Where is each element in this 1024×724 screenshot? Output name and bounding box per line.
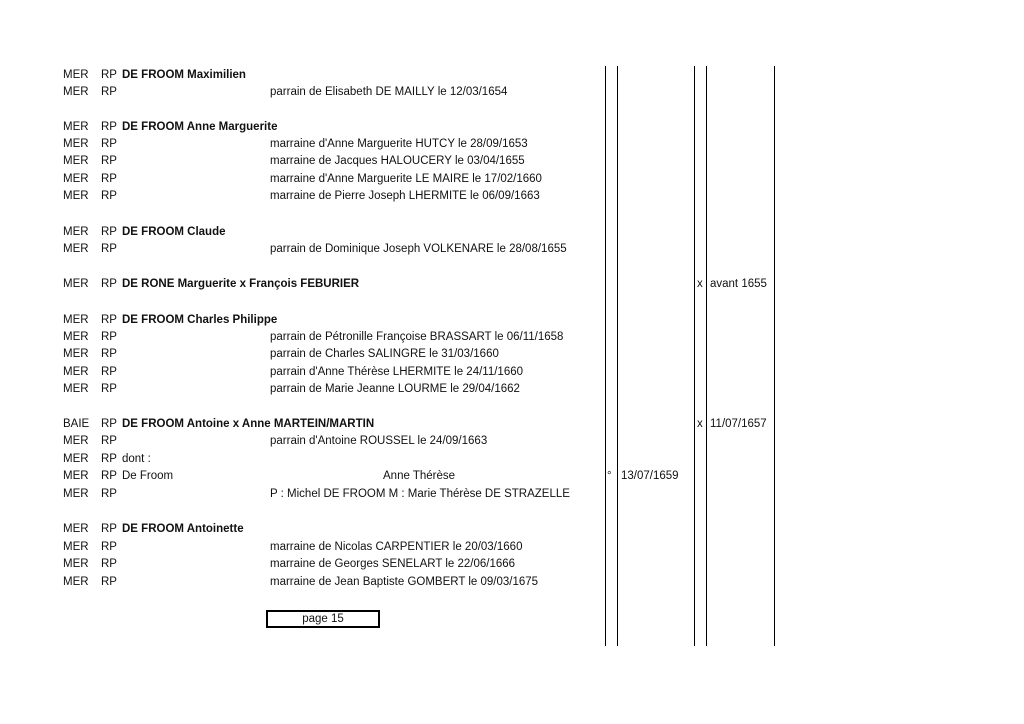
page-number-box	[266, 610, 380, 628]
marriage-date: avant 1655	[710, 278, 767, 290]
place-code: MER	[63, 314, 89, 326]
place-code: MER	[63, 348, 89, 360]
register-row	[0, 574, 1024, 591]
birth-mark: °	[607, 470, 612, 482]
place-code: MER	[63, 190, 89, 202]
register-row	[0, 312, 1024, 329]
record-code: RP	[101, 348, 117, 360]
register-row	[0, 346, 1024, 363]
baptism-detail: parrain d'Anne Thérèse LHERMITE le 24/11/1660	[270, 366, 523, 378]
register-row	[0, 241, 1024, 258]
person-name: De Froom	[122, 470, 174, 482]
record-code: RP	[101, 173, 117, 185]
place-code: MER	[63, 278, 89, 290]
baptism-detail: parrain de Dominique Joseph VOLKENARE le 28/08/1655	[270, 243, 567, 255]
record-code: RP	[101, 278, 117, 290]
person-name: dont :	[122, 453, 151, 465]
record-code: RP	[101, 138, 117, 150]
register-row	[0, 451, 1024, 468]
register-row	[0, 486, 1024, 503]
record-code: RP	[101, 523, 117, 535]
record-code: RP	[101, 121, 117, 133]
record-code: RP	[101, 558, 117, 570]
place-code: MER	[63, 366, 89, 378]
place-code: BAIE	[63, 418, 90, 430]
place-code: MER	[63, 226, 89, 238]
record-code: RP	[101, 86, 117, 98]
register-row	[0, 556, 1024, 573]
record-code: RP	[101, 243, 117, 255]
baptism-detail: marraine de Jacques HALOUCERY le 03/04/1655	[270, 155, 525, 167]
baptism-detail: parrain d'Antoine ROUSSEL le 24/09/1663	[270, 435, 488, 447]
record-code: RP	[101, 190, 117, 202]
baptism-detail: marraine de Georges SENELART le 22/06/1666	[270, 558, 516, 570]
record-code: RP	[101, 576, 117, 588]
birth-date: 13/07/1659	[621, 470, 679, 482]
person-name: DE RONE Marguerite x François FEBURIER	[122, 278, 360, 290]
register-row	[0, 539, 1024, 556]
record-code: RP	[101, 470, 117, 482]
register-row	[0, 433, 1024, 450]
place-code: MER	[63, 576, 89, 588]
baptism-detail: marraine d'Anne Marguerite HUTCY le 28/09/1653	[270, 138, 528, 150]
person-name: DE FROOM Maximilien	[122, 69, 246, 81]
record-code: RP	[101, 418, 117, 430]
place-code: MER	[63, 138, 89, 150]
person-name: DE FROOM Anne Marguerite	[122, 121, 278, 133]
record-code: RP	[101, 331, 117, 343]
place-code: MER	[63, 121, 89, 133]
register-row	[0, 224, 1024, 241]
baptism-detail: parrain de Elisabeth DE MAILLY le 12/03/1654	[270, 86, 508, 98]
place-code: MER	[63, 86, 89, 98]
register-row	[0, 188, 1024, 205]
page-number: page 15	[302, 613, 344, 625]
baptism-detail: marraine de Pierre Joseph LHERMITE le 06/09/1663	[270, 190, 540, 202]
place-code: MER	[63, 331, 89, 343]
place-code: MER	[63, 243, 89, 255]
register-row	[0, 276, 1024, 293]
baptism-detail: parrain de Marie Jeanne LOURME le 29/04/1662	[270, 383, 520, 395]
baptism-detail: P : Michel DE FROOM M : Marie Thérèse DE STRAZELLE	[270, 488, 570, 500]
marriage-mark: x	[697, 418, 703, 430]
place-code: MER	[63, 558, 89, 570]
register-row	[0, 67, 1024, 84]
baptism-detail: marraine de Nicolas CARPENTIER le 20/03/1660	[270, 541, 523, 553]
place-code: MER	[63, 69, 89, 81]
person-name: DE FROOM Claude	[122, 226, 226, 238]
record-code: RP	[101, 155, 117, 167]
record-code: RP	[101, 383, 117, 395]
baptism-detail: marraine d'Anne Marguerite LE MAIRE le 17/02/1660	[270, 173, 542, 185]
place-code: MER	[63, 173, 89, 185]
marriage-date: 11/07/1657	[710, 418, 767, 430]
register-row	[0, 136, 1024, 153]
record-code: RP	[101, 226, 117, 238]
register-row	[0, 84, 1024, 101]
place-code: MER	[63, 488, 89, 500]
baptism-detail: parrain de Charles SALINGRE le 31/03/1660	[270, 348, 499, 360]
register-row	[0, 521, 1024, 538]
place-code: MER	[63, 155, 89, 167]
person-name: DE FROOM Antoine x Anne MARTEIN/MARTIN	[122, 418, 375, 430]
person-name: DE FROOM Antoinette	[122, 523, 244, 535]
record-code: RP	[101, 69, 117, 81]
register-row	[0, 119, 1024, 136]
marriage-mark: x	[697, 278, 703, 290]
register-row	[0, 364, 1024, 381]
register-row	[0, 416, 1024, 433]
record-code: RP	[101, 488, 117, 500]
register-row	[0, 153, 1024, 170]
place-code: MER	[63, 383, 89, 395]
register-row	[0, 171, 1024, 188]
place-code: MER	[63, 453, 89, 465]
record-code: RP	[101, 453, 117, 465]
record-code: RP	[101, 435, 117, 447]
place-code: MER	[63, 470, 89, 482]
baptism-detail: marraine de Jean Baptiste GOMBERT le 09/03/1675	[270, 576, 539, 588]
place-code: MER	[63, 435, 89, 447]
register-row	[0, 468, 1024, 485]
record-code: RP	[101, 541, 117, 553]
place-code: MER	[63, 523, 89, 535]
register-row	[0, 381, 1024, 398]
record-code: RP	[101, 314, 117, 326]
baptism-detail: parrain de Pétronille Françoise BRASSART le 06/11/1658	[270, 331, 564, 343]
child-name: Anne Thérèse	[383, 470, 456, 482]
record-code: RP	[101, 366, 117, 378]
place-code: MER	[63, 541, 89, 553]
register-row	[0, 329, 1024, 346]
person-name: DE FROOM Charles Philippe	[122, 314, 278, 326]
